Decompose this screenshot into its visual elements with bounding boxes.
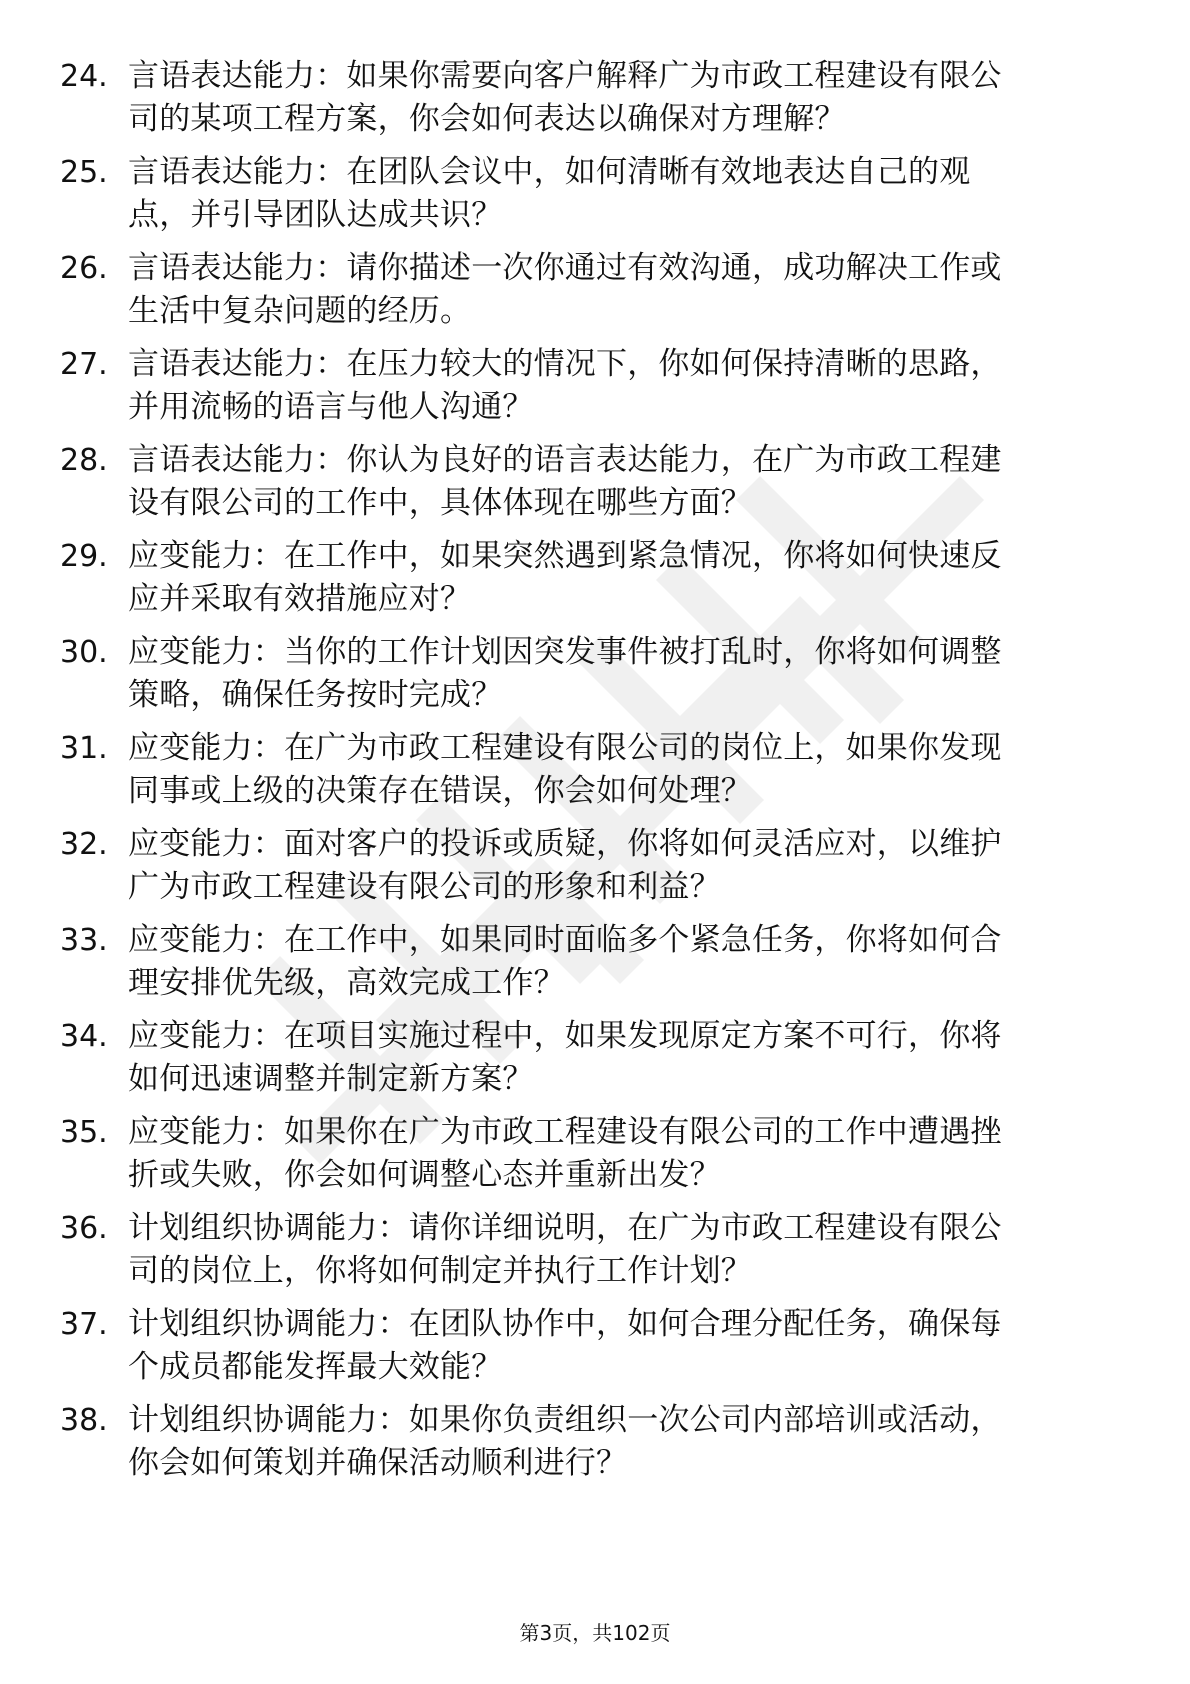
question-line: 理安排优先级，高效完成工作？ <box>128 965 565 1001</box>
question-line: 应变能力：面对客户的投诉或质疑，你将如何灵活应对，以维护 <box>128 826 1002 862</box>
question-line: 言语表达能力：请你描述一次你通过有效沟通，成功解决工作或 <box>128 250 1002 286</box>
question-number: 30. <box>60 635 108 670</box>
question-line: 同事或上级的决策存在错误，你会如何处理？ <box>128 773 752 809</box>
question-line: 言语表达能力：在团队会议中，如何清晰有效地表达自己的观 <box>128 154 971 190</box>
question-line: 并用流畅的语言与他人沟通？ <box>128 389 534 425</box>
question-item <box>60 727 1120 817</box>
question-number: 38. <box>60 1403 108 1438</box>
question-line: 折或失败，你会如何调整心态并重新出发？ <box>128 1157 721 1193</box>
question-text <box>128 1015 1128 1101</box>
question-text <box>128 823 1128 909</box>
question-line: 策略，确保任务按时完成？ <box>128 677 503 713</box>
page-number-label: 第3页，共102页 <box>519 1621 671 1645</box>
question-text <box>128 631 1128 717</box>
question-text <box>128 439 1128 525</box>
question-line: 如何迅速调整并制定新方案？ <box>128 1061 534 1097</box>
question-line: 应变能力：如果你在广为市政工程建设有限公司的工作中遭遇挫 <box>128 1114 1002 1150</box>
question-item <box>60 247 1120 337</box>
question-item <box>60 343 1120 433</box>
question-line: 计划组织协调能力：在团队协作中，如何合理分配任务，确保每 <box>128 1306 1002 1342</box>
question-item <box>60 631 1120 721</box>
question-item <box>60 55 1120 145</box>
question-text <box>128 55 1128 141</box>
question-number: 33. <box>60 923 108 958</box>
question-number: 26. <box>60 251 108 286</box>
question-text <box>128 343 1128 429</box>
question-number: 37. <box>60 1307 108 1342</box>
question-text <box>128 919 1128 1005</box>
question-number: 27. <box>60 347 108 382</box>
question-item <box>60 919 1120 1009</box>
question-text <box>128 1207 1128 1293</box>
question-item <box>60 1207 1120 1297</box>
question-line: 广为市政工程建设有限公司的形象和利益？ <box>128 869 721 905</box>
question-text <box>128 247 1128 333</box>
question-line: 应并采取有效措施应对？ <box>128 581 472 617</box>
question-line: 计划组织协调能力：请你详细说明，在广为市政工程建设有限公 <box>128 1210 1002 1246</box>
question-item <box>60 823 1120 913</box>
question-number: 36. <box>60 1211 108 1246</box>
question-line: 你会如何策划并确保活动顺利进行？ <box>128 1445 628 1481</box>
question-line: 应变能力：在项目实施过程中，如果发现原定方案不可行，你将 <box>128 1018 1002 1054</box>
question-text <box>128 151 1128 237</box>
question-text <box>128 1399 1128 1485</box>
question-line: 应变能力：当你的工作计划因突发事件被打乱时，你将如何调整 <box>128 634 1002 670</box>
question-line: 生活中复杂问题的经历。 <box>128 293 472 329</box>
page-footer <box>0 1620 1190 1646</box>
question-text <box>128 1111 1128 1197</box>
question-line: 设有限公司的工作中，具体体现在哪些方面？ <box>128 485 752 521</box>
question-number: 35. <box>60 1115 108 1150</box>
question-number: 28. <box>60 443 108 478</box>
question-item <box>60 1303 1120 1393</box>
question-number: 24. <box>60 59 108 94</box>
question-line: 应变能力：在广为市政工程建设有限公司的岗位上，如果你发现 <box>128 730 1002 766</box>
question-line: 个成员都能发挥最大效能？ <box>128 1349 503 1385</box>
question-line: 点，并引导团队达成共识？ <box>128 197 503 233</box>
question-line: 司的某项工程方案，你会如何表达以确保对方理解？ <box>128 101 846 137</box>
question-line: 应变能力：在工作中，如果同时面临多个紧急任务，你将如何合 <box>128 922 1002 958</box>
question-line: 计划组织协调能力：如果你负责组织一次公司内部培训或活动， <box>128 1402 1002 1438</box>
question-item <box>60 439 1120 529</box>
question-line: 应变能力：在工作中，如果突然遇到紧急情况，你将如何快速反 <box>128 538 1002 574</box>
question-number: 32. <box>60 827 108 862</box>
question-item <box>60 535 1120 625</box>
question-text <box>128 727 1128 813</box>
question-line: 言语表达能力：如果你需要向客户解释广为市政工程建设有限公 <box>128 58 1002 94</box>
question-line: 言语表达能力：在压力较大的情况下，你如何保持清晰的思路， <box>128 346 1002 382</box>
question-item <box>60 1111 1120 1201</box>
question-text <box>128 535 1128 621</box>
question-number: 29. <box>60 539 108 574</box>
question-number: 34. <box>60 1019 108 1054</box>
question-item <box>60 1399 1120 1489</box>
question-number: 25. <box>60 155 108 190</box>
question-text <box>128 1303 1128 1389</box>
question-number: 31. <box>60 731 108 766</box>
question-item <box>60 1015 1120 1105</box>
question-line: 言语表达能力：你认为良好的语言表达能力，在广为市政工程建 <box>128 442 1002 478</box>
question-item <box>60 151 1120 241</box>
question-line: 司的岗位上，你将如何制定并执行工作计划？ <box>128 1253 752 1289</box>
